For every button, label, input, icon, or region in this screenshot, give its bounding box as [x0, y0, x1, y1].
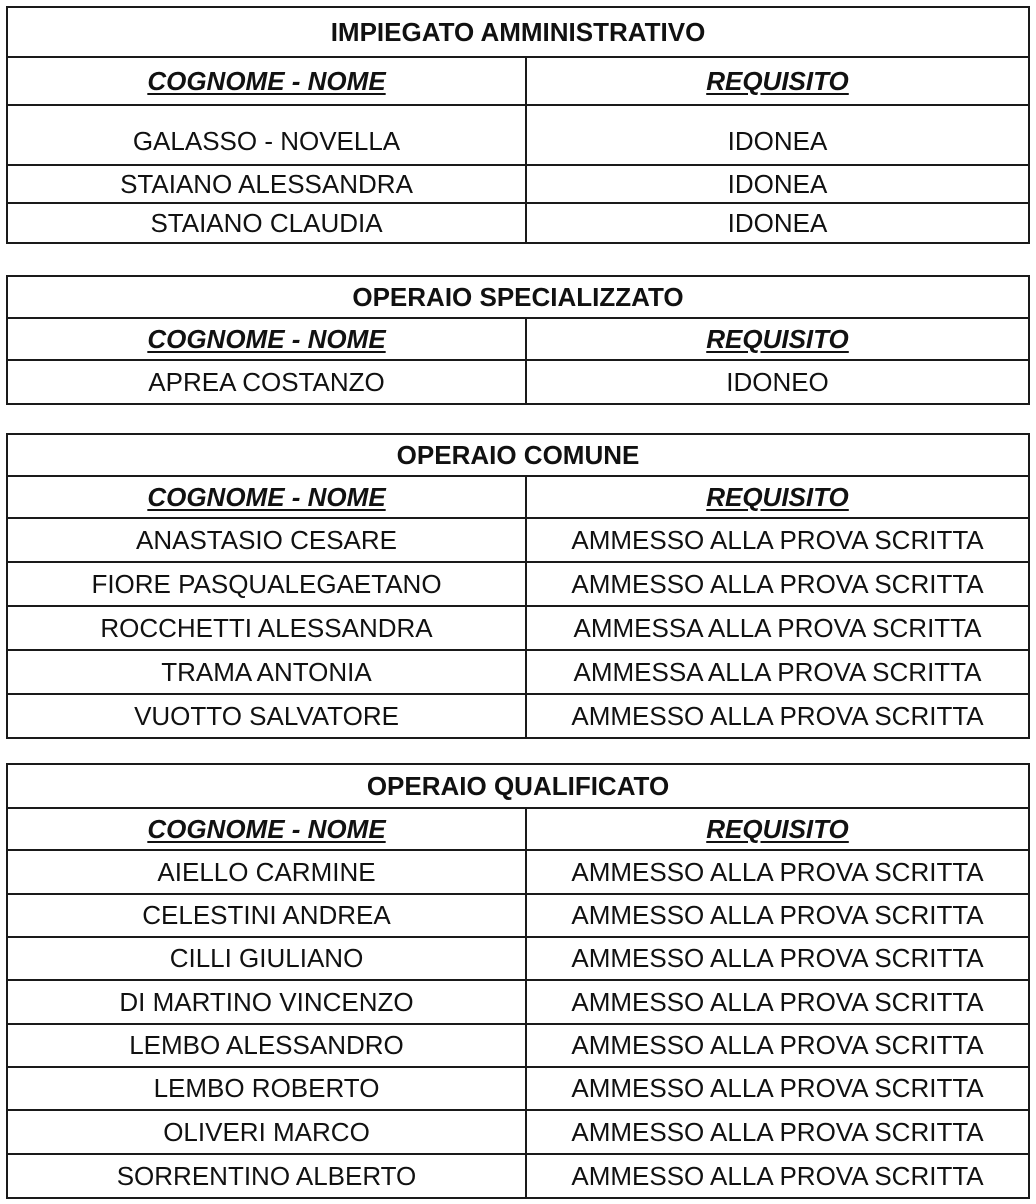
- column-header-requirement: REQUISITO: [526, 318, 1029, 360]
- name-cell: CILLI GIULIANO: [7, 937, 526, 980]
- table-row: [7, 937, 1029, 980]
- column-header-name: COGNOME - NOME: [7, 476, 526, 518]
- table-operaio-comune: [6, 433, 1030, 739]
- name-cell: SORRENTINO ALBERTO: [7, 1154, 526, 1198]
- name-cell: CELESTINI ANDREA: [7, 894, 526, 937]
- name-cell: AIELLO CARMINE: [7, 850, 526, 894]
- column-header-requirement: REQUISITO: [526, 808, 1029, 850]
- table-row: [7, 165, 1029, 203]
- name-cell: FIORE PASQUALEGAETANO: [7, 562, 526, 606]
- requirement-cell: AMMESSO ALLA PROVA SCRITTA: [526, 937, 1029, 980]
- requirement-cell: IDONEA: [526, 165, 1029, 203]
- requirement-cell: AMMESSO ALLA PROVA SCRITTA: [526, 894, 1029, 937]
- name-cell: GALASSO - NOVELLA: [7, 105, 526, 165]
- table-row: [7, 894, 1029, 937]
- requirement-cell: AMMESSO ALLA PROVA SCRITTA: [526, 694, 1029, 738]
- requirement-cell: AMMESSO ALLA PROVA SCRITTA: [526, 518, 1029, 562]
- name-cell: LEMBO ROBERTO: [7, 1067, 526, 1110]
- table-row: [7, 606, 1029, 650]
- name-cell: STAIANO CLAUDIA: [7, 203, 526, 243]
- table-title: OPERAIO COMUNE: [7, 434, 1029, 476]
- name-cell: DI MARTINO VINCENZO: [7, 980, 526, 1024]
- requirement-cell: IDONEA: [526, 105, 1029, 165]
- name-cell: APREA COSTANZO: [7, 360, 526, 404]
- name-cell: ANASTASIO CESARE: [7, 518, 526, 562]
- table-operaio-qualificato: [6, 763, 1030, 1199]
- table-row: [7, 518, 1029, 562]
- requirement-cell: AMMESSO ALLA PROVA SCRITTA: [526, 850, 1029, 894]
- table-title: OPERAIO QUALIFICATO: [7, 764, 1029, 808]
- table-row: [7, 1110, 1029, 1154]
- table-row: [7, 105, 1029, 165]
- requirement-cell: AMMESSA ALLA PROVA SCRITTA: [526, 650, 1029, 694]
- requirement-cell: AMMESSO ALLA PROVA SCRITTA: [526, 1154, 1029, 1198]
- requirement-cell: AMMESSO ALLA PROVA SCRITTA: [526, 562, 1029, 606]
- name-cell: LEMBO ALESSANDRO: [7, 1024, 526, 1067]
- table-title: IMPIEGATO AMMINISTRATIVO: [7, 7, 1029, 57]
- name-cell: TRAMA ANTONIA: [7, 650, 526, 694]
- table-row: [7, 1024, 1029, 1067]
- name-cell: ROCCHETTI ALESSANDRA: [7, 606, 526, 650]
- table-impiegato-amministrativo: [6, 6, 1030, 244]
- table-title: OPERAIO SPECIALIZZATO: [7, 276, 1029, 318]
- table-row: [7, 650, 1029, 694]
- table-operaio-specializzato: [6, 275, 1030, 405]
- table-row: [7, 1154, 1029, 1198]
- table-row: [7, 980, 1029, 1024]
- table-row: [7, 694, 1029, 738]
- requirement-cell: IDONEA: [526, 203, 1029, 243]
- table-row: [7, 1067, 1029, 1110]
- table-row: [7, 562, 1029, 606]
- table-row: [7, 850, 1029, 894]
- name-cell: VUOTTO SALVATORE: [7, 694, 526, 738]
- column-header-name: COGNOME - NOME: [7, 318, 526, 360]
- table-row: [7, 203, 1029, 243]
- requirement-cell: AMMESSO ALLA PROVA SCRITTA: [526, 1110, 1029, 1154]
- requirement-cell: AMMESSO ALLA PROVA SCRITTA: [526, 1024, 1029, 1067]
- column-header-name: COGNOME - NOME: [7, 808, 526, 850]
- column-header-requirement: REQUISITO: [526, 57, 1029, 105]
- requirement-cell: IDONEO: [526, 360, 1029, 404]
- column-header-name: COGNOME - NOME: [7, 57, 526, 105]
- requirement-cell: AMMESSA ALLA PROVA SCRITTA: [526, 606, 1029, 650]
- requirement-cell: AMMESSO ALLA PROVA SCRITTA: [526, 1067, 1029, 1110]
- name-cell: STAIANO ALESSANDRA: [7, 165, 526, 203]
- name-cell: OLIVERI MARCO: [7, 1110, 526, 1154]
- column-header-requirement: REQUISITO: [526, 476, 1029, 518]
- requirement-cell: AMMESSO ALLA PROVA SCRITTA: [526, 980, 1029, 1024]
- table-row: [7, 360, 1029, 404]
